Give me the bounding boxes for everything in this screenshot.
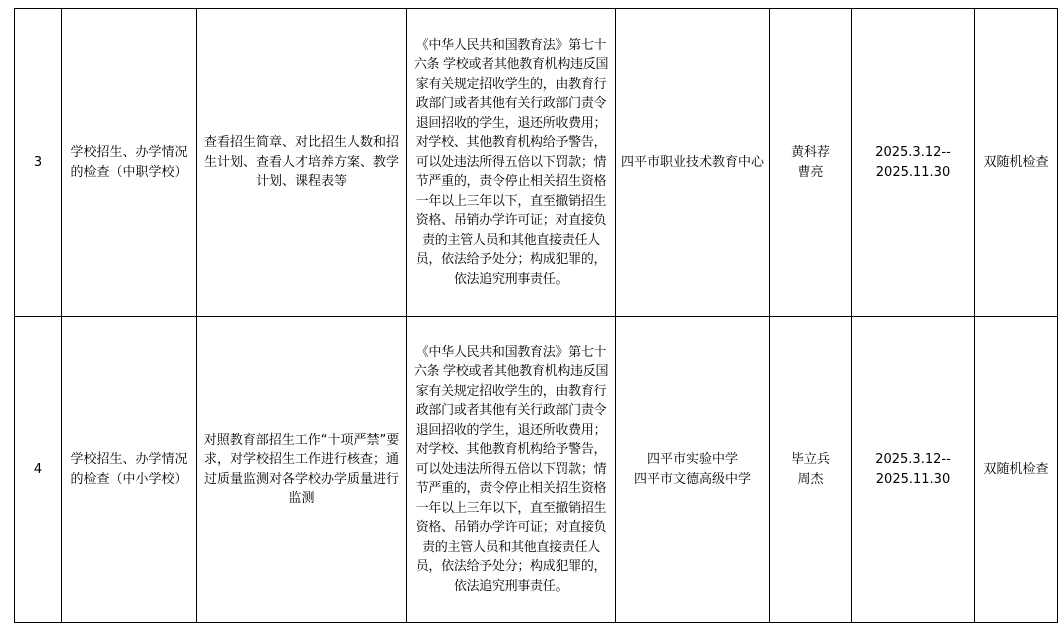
inspection-content: 查看招生简章、对比招生人数和招生计划、查看人才培养方案、教学计划、课程表等 <box>197 9 407 317</box>
time-start: 2025.3.12-- <box>875 452 951 467</box>
inspectors <box>770 317 852 623</box>
inspection-time <box>852 317 975 623</box>
inspector-name: 毕立兵 <box>790 452 830 467</box>
inspector-name: 黄科荐 <box>790 145 830 160</box>
inspection-time <box>852 9 975 317</box>
inspector-name: 周杰 <box>797 471 824 487</box>
row-number: 4 <box>15 317 62 623</box>
unit-name: 四平市文德高级中学 <box>633 471 751 487</box>
inspected-unit: 四平市职业技术教育中心 <box>616 9 770 317</box>
inspection-item: 学校招生、办学情况的检查（中小学校） <box>62 317 197 623</box>
legal-basis: 《中华人民共和国教育法》第七十六条 学校或者其他教育机构违反国家有关规定招收学生的，由教育行政部门或者其他有关行政部门责令退回招收的学生，退还所收费用；对学校、其他教育机构给予警告，可以处违法所得五倍以下罚款；情节严重的，责令停止相关招生资格一年以上三年以下，直至撤销招生资格、吊销办学许可证；对直接负责的主管人员和其他直接责任人员，依法给予处分；构成犯罪的，依法追究刑事责任。 <box>407 9 616 317</box>
row-number: 3 <box>15 9 62 317</box>
inspectors <box>770 9 852 317</box>
inspection-table <box>14 8 1058 623</box>
unit-name: 四平市实验中学 <box>646 452 738 467</box>
legal-basis: 《中华人民共和国教育法》第七十六条 学校或者其他教育机构违反国家有关规定招收学生的，由教育行政部门或者其他有关行政部门责令退回招收的学生，退还所收费用；对学校、其他教育机构给予警告，可以处违法所得五倍以下罚款；情节严重的，责令停止相关招生资格一年以上三年以下，直至撤销招生资格、吊销办学许可证；对直接负责的主管人员和其他直接责任人员，依法给予处分；构成犯罪的，依法追究刑事责任。 <box>407 317 616 623</box>
time-end: 2025.11.30 <box>875 471 951 487</box>
inspection-method: 双随机检查 <box>975 9 1058 317</box>
inspection-content: 对照教育部招生工作“十项严禁”要求，对学校招生工作进行核查；通过质量监测对各学校办学质量进行监测 <box>197 317 407 623</box>
inspection-item: 学校招生、办学情况的检查（中职学校） <box>62 9 197 317</box>
inspected-unit <box>616 317 770 623</box>
inspection-method: 双随机检查 <box>975 317 1058 623</box>
time-start: 2025.3.12-- <box>875 145 951 160</box>
inspector-name: 曹亮 <box>797 164 824 180</box>
table-row <box>15 317 1058 623</box>
time-end: 2025.11.30 <box>875 164 951 180</box>
table-row <box>15 9 1058 317</box>
